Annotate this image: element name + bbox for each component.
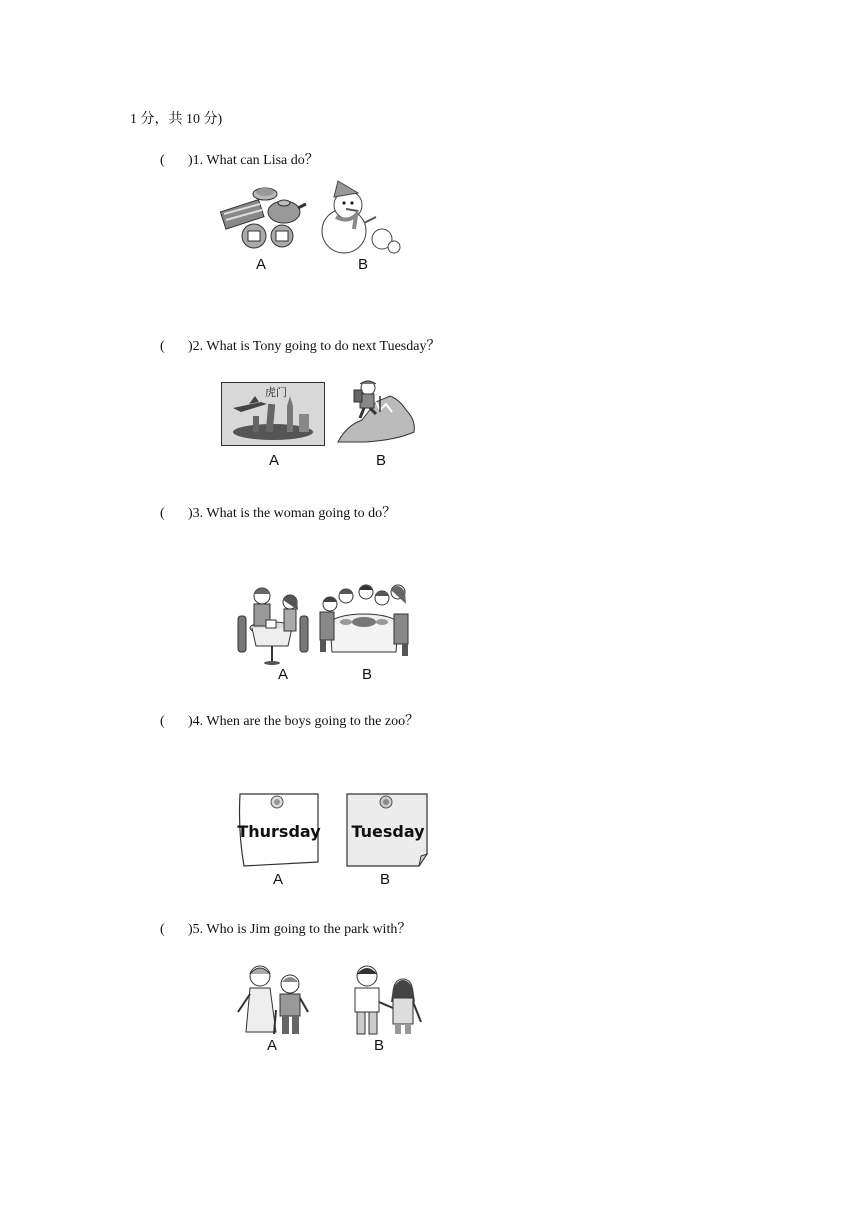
question-3: [160, 502, 396, 522]
answer-blank[interactable]: (: [160, 506, 165, 521]
q3-option-a-label[interactable]: A: [277, 666, 288, 683]
q5-option-b-boy-and-girl-picture: [349, 962, 427, 1036]
question-text: )5. Who is Jim going to the park with？: [188, 922, 412, 937]
section-header: 1 分，共 10 分): [130, 112, 223, 127]
q1-option-b-label[interactable]: B: [357, 256, 368, 273]
q1-option-a-tea-set-picture: [220, 184, 306, 250]
answer-blank[interactable]: (: [160, 714, 165, 729]
q1-option-b-snowman-picture: [320, 183, 402, 255]
q4-option-a-thursday-note-picture: [236, 792, 320, 868]
answer-blank[interactable]: (: [160, 153, 165, 168]
q1-option-a-label[interactable]: A: [255, 256, 266, 273]
answer-blank[interactable]: (: [160, 339, 165, 354]
q5-option-b-label[interactable]: B: [373, 1037, 384, 1054]
poster-text: 虎门: [265, 386, 287, 399]
q3-option-b-label[interactable]: B: [361, 666, 372, 683]
note-text-tuesday: Tuesday: [351, 822, 425, 841]
q4-option-b-tuesday-note-picture: [345, 792, 429, 868]
question-1: [160, 149, 319, 169]
question-2: [160, 335, 440, 355]
q4-option-b-label[interactable]: B: [379, 871, 390, 888]
question-text: )3. What is the woman going to do？: [188, 506, 397, 521]
q2-option-b-label[interactable]: B: [375, 452, 386, 469]
question-text: )1. What can Lisa do？: [188, 153, 319, 168]
q4-option-a-label[interactable]: A: [272, 871, 283, 888]
q2-option-a-label[interactable]: A: [268, 452, 279, 469]
question-text: )2. What is Tony going to do next Tuesday？: [188, 339, 441, 354]
q5-option-a-grandparents-picture: [236, 962, 312, 1036]
note-text-thursday: Thursday: [237, 822, 321, 841]
q2-option-b-mountain-climbing-picture: [336, 376, 418, 444]
question-text: )4. When are the boys going to the zoo？: [188, 714, 420, 729]
q3-option-a-two-women-table-picture: [236, 582, 310, 666]
question-4: [160, 710, 419, 730]
answer-blank[interactable]: (: [160, 922, 165, 937]
q5-option-a-label[interactable]: A: [266, 1037, 277, 1054]
question-5: [160, 918, 411, 938]
q3-option-b-family-dinner-picture: [316, 578, 412, 662]
q2-option-a-travel-poster-picture: [221, 382, 325, 446]
